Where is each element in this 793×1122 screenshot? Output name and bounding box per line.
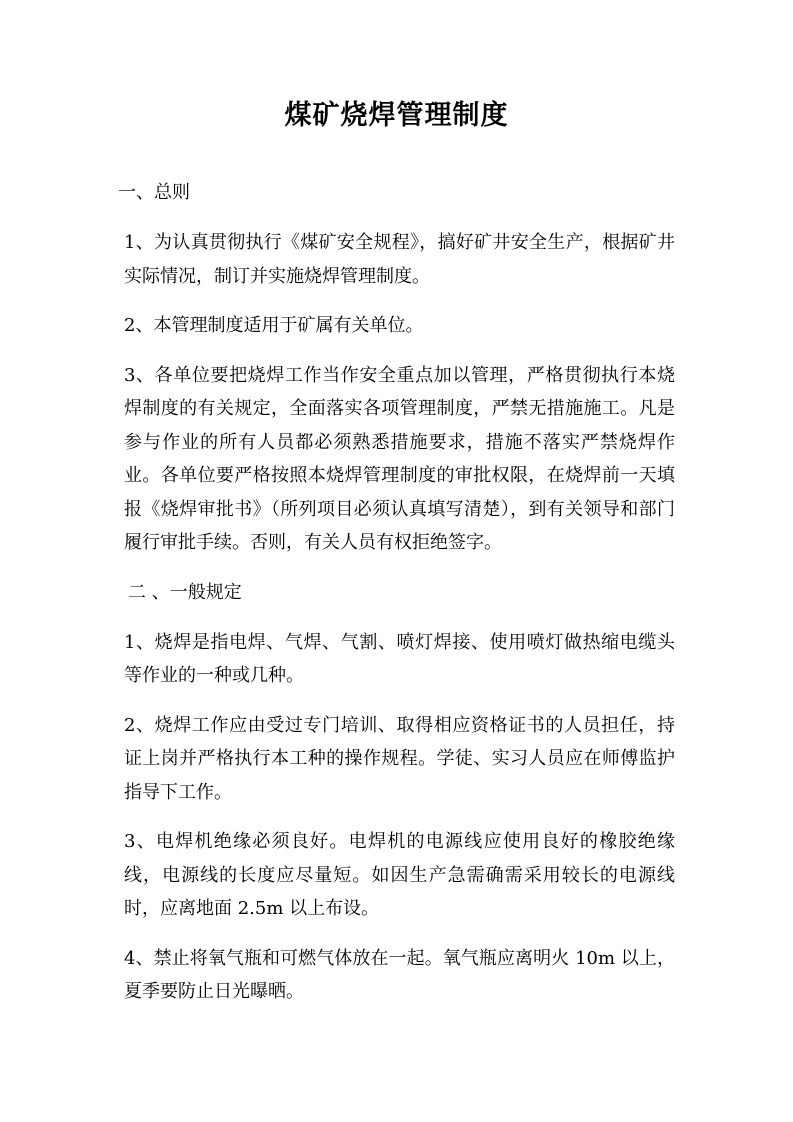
document-title: 煤矿烧焊管理制度	[284, 100, 509, 131]
section-heading: 二 、一般规定	[128, 581, 242, 603]
paragraph: 3、电焊机绝缘必须良好。电焊机的电源线应使用良好的橡胶绝缘线，电源线的长度应尽量短。如因生产急需确需采用较长的电源线时，应离地面 2.5m 以上布设。	[124, 831, 675, 919]
section-rules	[118, 576, 675, 1009]
paragraph: 2、本管理制度适用于矿属有关单位。	[124, 315, 424, 336]
paragraph: 2、烧焊工作应由受过专门培训、取得相应资格证书的人员担任，持证上岗并严格执行本工种的操作规程。学徒、实习人员应在师傅监护指导下工作。	[124, 714, 675, 803]
paragraph: 3、各单位要把烧焊工作当作安全重点加以管理，严格贯彻执行本烧焊制度的有关规定，全面落实各项管理制度，严禁无措施施工。凡是参与作业的所有人员都必须熟悉措施要求，措施不落实严禁烧焊作业。各单位要严格按照本烧焊管理制度的审批权限，在烧焊前一天填报《烧焊审批书》（所列项目必须认真填写清楚），到有关领导和部门履行审批手续。否则，有关人员有权拒绝签字。	[124, 364, 675, 553]
section-general	[118, 176, 675, 560]
paragraph: 1、烧焊是指电焊、气焊、气割、喷灯焊接、使用喷灯做热缩电缆头等作业的一种或几种。	[124, 631, 675, 686]
section-heading: 一、总则	[118, 182, 190, 203]
paragraph: 4、禁止将氧气瓶和可燃气体放在一起。氧气瓶应离明火 10m 以上，夏季要防止日光曝晒。	[124, 947, 675, 1002]
paragraph: 1、为认真贯彻执行《煤矿安全规程》，搞好矿井安全生产，根据矿井实际情况，制订并实施烧焊管理制度。	[124, 232, 675, 287]
